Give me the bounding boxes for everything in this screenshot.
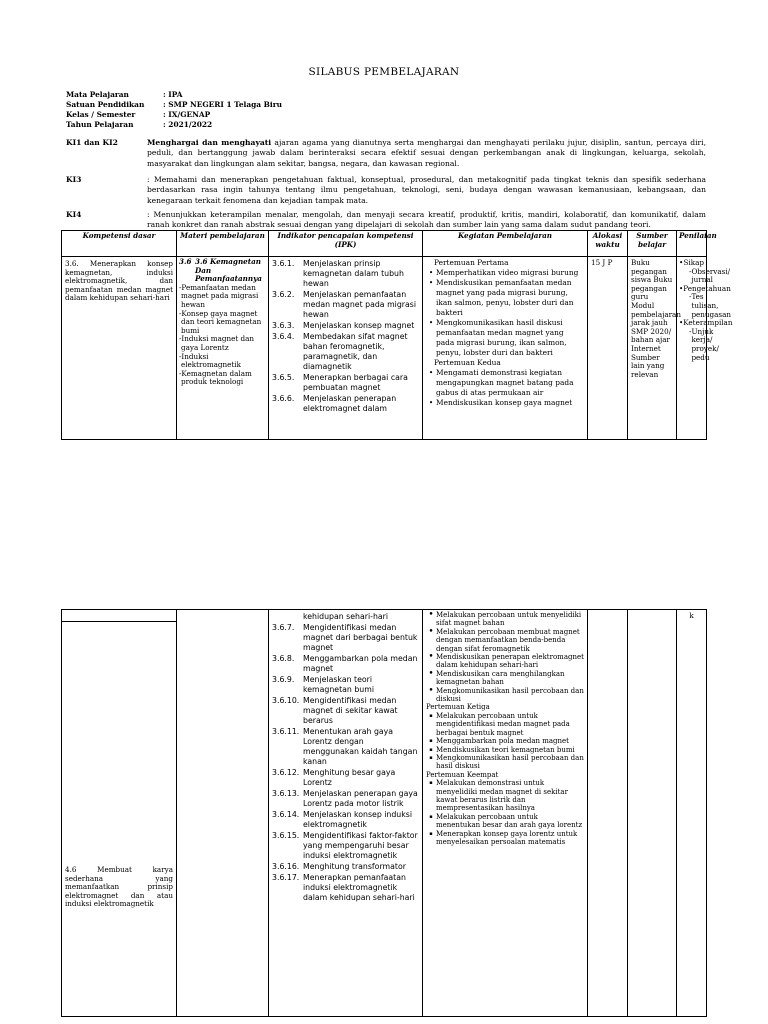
meta-value: : IPA [163, 90, 183, 99]
activity-item [426, 746, 584, 754]
ki-row [66, 210, 706, 231]
ipk-number: 3.6.13. [272, 789, 300, 798]
activity-item [426, 398, 584, 408]
column-header: Kompetensi dasar [62, 231, 177, 257]
ipk-item [272, 727, 419, 767]
penilaian-pengetahuan: Pengetahuan [683, 283, 731, 293]
activity-item [426, 670, 584, 687]
materi-item: -Induksi elektromagnetik [179, 351, 241, 370]
bullet-icon: • [428, 652, 434, 663]
activity-item [426, 830, 584, 847]
materi-item: -Pemanfaatan medan magnet pada migrasi hewan [179, 282, 259, 309]
meeting-heading: Pertemuan Pertama [434, 258, 509, 267]
activity-text: Mendiskusikan konsep gaya magnet [436, 398, 573, 407]
meta-value: : IX/GENAP [163, 110, 211, 119]
ipk-number: 3.6.17. [272, 873, 300, 882]
column-header: Kegiatan Pembelajaran [423, 231, 588, 257]
ipk-text: Mengidentifikasi medan magnet dari berbagai bentuk magnet [303, 623, 418, 652]
ipk-item [272, 831, 419, 861]
meeting-heading: Pertemuan Kedua [434, 358, 501, 367]
activity-item [426, 754, 584, 771]
meta-value: : SMP NEGERI 1 Telaga Biru [163, 100, 282, 109]
activity-item [426, 268, 584, 278]
activity-text: Melakukan demonstrasi untuk menyelidiki medan magnet di sekitar kawat berarus listrik dan mempresentasikan hasilnya [436, 779, 568, 813]
activity-item [426, 653, 584, 670]
activity-text: Mendiskusikan penerapan elektromagnet dalam kehidupan sehari-hari [436, 653, 584, 670]
alokasi-empty [588, 610, 628, 1017]
bullet-icon: • [428, 318, 434, 327]
column-header: Penilaian [677, 231, 707, 257]
materi-cell-empty [177, 610, 269, 1017]
ipk-item [272, 768, 419, 788]
kd-3-6: 3.6. Menerapkan konsep kemagnetan, induksi elektromagnetik, dan pemanfaatan medan magnet dalam kehidupan sehari-hari [62, 257, 177, 440]
activity-item [426, 611, 584, 628]
kd-4-6: 4.6 Membuat karya sederhana yang memanfaatkan prinsip elektromagnet dan atau induksi elektromagnetik [62, 622, 177, 1017]
bullet-icon: ▪ [429, 813, 433, 820]
ki-row [66, 138, 706, 169]
activity-text: Menerapkan konsep gaya lorentz untuk menyelesaikan persoalan matematis [436, 829, 578, 846]
column-header: Alokasi waktu [588, 231, 628, 257]
penilaian-sikap: Sikap [683, 258, 704, 267]
ki-text-bold: Menghargai dan menghayati [147, 138, 272, 147]
ipk-text: Menjelaskan konsep induksi elektromagnetik [303, 810, 412, 829]
penilaian-fragment: k [689, 611, 694, 620]
bullet-icon: • [428, 268, 434, 277]
bullet-icon: ▪ [429, 738, 433, 745]
ipk-list-2 [269, 610, 423, 1017]
meta-row [66, 120, 213, 130]
bullet-icon: • [679, 318, 684, 328]
activity-text: Mengkomunikasikan hasil diskusi pemanfaatan medan magnet yang pada migrasi burung, ikan salmon, penyu, lobster duri dan bakteri [436, 318, 567, 357]
column-header: Materi pembelajaran [177, 231, 269, 257]
ki-label: KI3 [66, 175, 82, 184]
meta-label: Mata Pelajaran [66, 90, 129, 99]
bullet-icon: • [428, 668, 434, 679]
activity-item [426, 813, 584, 830]
ipk-lead-text: kehidupan sehari-hari [303, 612, 389, 621]
materi-list [179, 284, 266, 387]
activity-text: Mendiskusikan pemanfaatan medan magnet yang pada migrasi burung, ikan salmon, penyu, lobster duri dan bakteri [436, 278, 574, 317]
ipk-number: 3.6.4. [272, 332, 295, 341]
ipk-text: Menerapkan berbagai cara pembuatan magnet [303, 373, 408, 392]
ipk-number: 3.6.5. [272, 373, 295, 382]
ipk-item [272, 654, 419, 674]
ki-text [147, 175, 706, 206]
activity-text: Mendiskusikan cara menghilangkan kemagnetan bahan [436, 669, 565, 687]
bullet-icon: • [679, 283, 684, 293]
ipk-text: Menghitung transformator [303, 862, 406, 871]
ipk-number: 3.6.14. [272, 810, 300, 819]
meta-label: Satuan Pendidikan [66, 100, 145, 109]
ipk-text: Menentukan arah gaya Lorentz dengan menggunakan kaidah tangan kanan [303, 727, 418, 766]
sumber-belajar: Buku pegangan siswa Buku pegangan guru Modul pembelajaran jarak jauh SMP 2020/ bahan ajar Internet Sumber lain yang relevan [628, 257, 677, 440]
activity-text: Mengkomunikasikan hasil percobaan dan hasil diskusi [436, 753, 584, 771]
ipk-number: 3.6.11. [272, 727, 300, 736]
ipk-item [272, 873, 419, 903]
column-header: Sumber belajar [628, 231, 677, 257]
ki-text-body: ajaran agama yang dianutnya serta menghargai dan menghayati perilaku jujur, disiplin, santun, percaya diri, peduli, dan bertanggung jawab dalam berinteraksi secara efektif sesuai dengan perkembangan anak di lingkungan, keluarga, sekolah, masyarakat dan lingkungan alam sekitar, bangsa, negara, dan kawasan regional. [147, 138, 707, 168]
bullet-icon: • [428, 610, 434, 620]
meeting-heading: Pertemuan Ketiga [426, 703, 490, 712]
syllabus-table-page-1 [61, 230, 733, 440]
meta-value: : 2021/2022 [163, 120, 213, 129]
bullet-icon: ▪ [429, 780, 433, 787]
bullet-icon: • [428, 278, 434, 287]
document-title: SILABUS PEMBELAJARAN [308, 66, 460, 78]
ipk-text: Menjelaskan prinsip kemagnetan dalam tubuh hewan [303, 259, 404, 288]
ki-label: KI4 [66, 210, 82, 219]
ki-text [147, 138, 706, 169]
activity-text: Mengamati demonstrasi kegiatan mengapungkan magnet batang pada gabus di atas permukaan air [436, 368, 574, 397]
ipk-text: Menjelaskan pemanfaatan medan magnet pada migrasi hewan [303, 290, 416, 319]
ipk-item [272, 394, 419, 414]
ki-text-body: : Memahami dan menerapkan pengetahuan faktual, konseptual, prosedural, dan metakognitif pada tingkat teknis dan spesifik sederhana berdasarkan rasa ingin tahunya tentang ilmu pengetahuan, teknologi, seni, budaya dengan wawasan kemanusiaan, kebangsaan, dan kenegaraan terkait fenomena dan kejadian tampak mata. [147, 175, 706, 205]
ipk-item [272, 862, 419, 872]
ki-row [66, 175, 706, 206]
activity-text: Mendiskusikan teori kemagnetan bumi [436, 745, 575, 754]
activity-text: Melakukan percobaan untuk menyelidiki sifat magnet bahan [436, 611, 582, 628]
ipk-number: 3.6.1. [272, 259, 295, 268]
ki-text [147, 210, 706, 231]
meta-row [66, 110, 211, 120]
ipk-text: Membedakan sifat magnet bahan feromagnetik, paramagnetik, dan diamagnetik [303, 332, 408, 371]
bullet-icon: • [428, 685, 434, 696]
activity-item [426, 712, 584, 737]
bullet-icon: • [428, 398, 434, 407]
penilaian-keterampilan: Keterampilan [683, 318, 733, 328]
bullet-icon: • [428, 626, 434, 637]
ipk-text: Menjelaskan teori kemagnetan bumi [303, 675, 375, 694]
kegiatan-list-1 [423, 257, 588, 440]
materi-cell [177, 257, 269, 440]
ipk-number: 3.6.10. [272, 696, 300, 705]
ipk-text: Mengidentifikasi medan magnet di sekitar kawat berarus [303, 696, 398, 725]
ipk-number: 3.6.12. [272, 768, 300, 777]
ki-label: KI1 dan KI2 [66, 138, 118, 147]
ipk-number: 3.6.3. [272, 321, 295, 330]
ipk-number: 3.6.6. [272, 394, 295, 403]
penilaian-pengetahuan-item: Tes tulisan, penugasan [691, 292, 732, 319]
kegiatan-list-2 [423, 610, 588, 1017]
activity-item [426, 318, 584, 358]
column-header: Indikator pencapaian kompetensi (IPK) [269, 231, 423, 257]
alokasi-waktu: 15 J P [588, 257, 628, 440]
activity-item [426, 737, 584, 745]
activity-text: Mengkomunikasikan hasil percobaan dan diskusi [436, 686, 584, 704]
activity-text: Melakukan percobaan untuk mengidentifikasi medan magnet pada berbagai bentuk magnet [436, 711, 570, 737]
sumber-empty [628, 610, 677, 1017]
ipk-item [272, 290, 419, 320]
ipk-list-1 [269, 257, 423, 440]
bullet-icon: ▪ [429, 830, 433, 837]
ipk-item [272, 321, 419, 331]
activity-text: Melakukan percobaan untuk menentukan besar dan arah gaya lorentz [436, 812, 583, 830]
ipk-item [272, 332, 419, 372]
bullet-icon: • [428, 368, 434, 377]
ipk-item [272, 623, 419, 653]
ipk-item [272, 675, 419, 695]
ipk-item [272, 696, 419, 726]
activity-text: Menggambarkan pola medan magnet [436, 737, 569, 746]
activity-text: Memperhatikan video migrasi burung [436, 268, 579, 277]
bullet-icon: ▪ [429, 754, 433, 761]
bullet-icon: ▪ [429, 712, 433, 719]
ipk-text: Menerapkan pemanfaatan induksi elektromagnetik dalam kehidupan sehari-hari [303, 873, 415, 902]
activity-item [426, 687, 584, 704]
ipk-item [272, 259, 419, 289]
meta-row [66, 90, 183, 100]
ipk-item [272, 810, 419, 830]
activity-item [426, 628, 584, 653]
penilaian-continued [677, 610, 707, 1017]
ipk-text: Menjelaskan penerapan elektromagnet dalam [303, 394, 397, 413]
ipk-number: 3.6.2. [272, 290, 295, 299]
meta-row [66, 100, 282, 110]
materi-item: -Induksi magnet dan gaya Lorentz [179, 334, 255, 352]
ipk-number: 3.6.16. [272, 862, 300, 871]
penilaian-cell: • Sikap - Observasi/ jurnal • Pengetahuan - Tes tulisan, penugasan • Keterampilan - Unjuk kerja/ proyek/ pedu [677, 257, 707, 440]
materi-item: -Kemagnetan dalam produk teknologi [179, 368, 252, 387]
ipk-text: Menghitung besar gaya Lorentz [303, 768, 396, 787]
ipk-text: Menjelaskan konsep magnet [303, 321, 415, 330]
ipk-item [272, 373, 419, 393]
ki-text-body: : Menunjukkan keterampilan menalar, mengolah, dan menyaji secara kreatif, produktif, kritis, mandiri, kolaboratif, dan komunikatif, dalam ranah konkret dan ranah abstrak sesuai dengan yang dipelajari di sekolah dan sumber lain yang sama dalam sudut pandang teori. [147, 210, 706, 230]
meta-label: Kelas / Semester [66, 110, 136, 119]
penilaian-sikap-item: Observasi/ jurnal [691, 266, 731, 285]
ipk-number: 3.6.8. [272, 654, 295, 663]
ipk-continued-text [272, 612, 419, 622]
penilaian-keterampilan-item: Unjuk kerja/ proyek/ pedu [691, 326, 719, 362]
meeting-heading: Pertemuan Keempat [426, 770, 499, 779]
activity-item [426, 779, 584, 813]
activity-item [426, 278, 584, 318]
activity-item [426, 368, 584, 398]
ipk-number: 3.6.9. [272, 675, 295, 684]
ipk-number: 3.6.15. [272, 831, 300, 840]
ipk-number: 3.6.7. [272, 623, 295, 632]
ipk-text: Mengidentifikasi faktor-faktor yang mempengaruhi besar induksi elektromagnetik [303, 831, 418, 860]
meta-label: Tahun Pelajaran [66, 120, 134, 129]
ipk-item [272, 789, 419, 809]
materi-item: -Konsep gaya magnet dan teori kemagnetan bumi [179, 308, 262, 335]
syllabus-table-page-2 [61, 609, 707, 1017]
bullet-icon: • [679, 258, 684, 267]
ipk-text: Menjelaskan penerapan gaya Lorentz pada motor listrik [303, 789, 418, 808]
bullet-icon: ▪ [429, 746, 433, 753]
ipk-text: Menggambarkan pola medan magnet [303, 654, 418, 673]
materi-heading: 3.6 Kemagnetan Dan Pemanfaatannya [195, 257, 262, 284]
activity-text: Melakukan percobaan membuat magnet dengan memanfaatkan benda-benda dengan sifat feromagnetik [436, 627, 580, 653]
materi-number: 3.6 [179, 257, 192, 266]
